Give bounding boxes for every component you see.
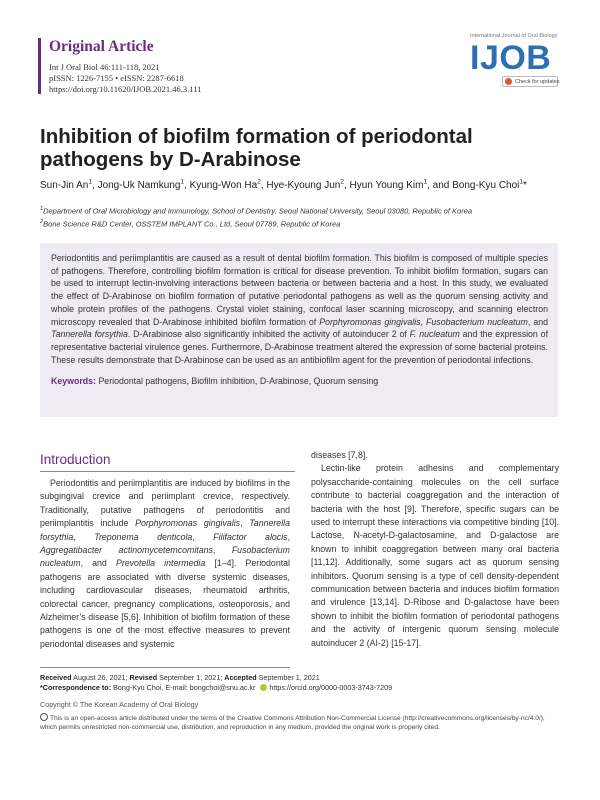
- doi-link[interactable]: https://doi.org/10.11620/IJOB.2021.46.3.111: [49, 84, 202, 94]
- author-list: [40, 179, 580, 191]
- author: Hyun Young Kim$^1$, and: [349, 179, 453, 192]
- accent-bar: [38, 38, 41, 94]
- journal-name: International Journal of Oral Biology: [470, 33, 558, 39]
- correspondence: *Correspondence to: Bong-Kyu Choi, E-mail: bongchoi@snu.ac.kr https://orcid.org/0000-0003-3743-7209: [40, 683, 393, 692]
- affiliations: [40, 204, 580, 230]
- copyright: Copyright © The Korean Academy of Oral Biology: [40, 700, 199, 709]
- right-column: [311, 449, 559, 650]
- abstract-text: Periodontitis and periimplantitis are caused as a result of dental biofilm formation. This biofilm is composed of multiple species of pathogens. Therefore, controlling biofilm formation is critical for disease prevention. To inhibit biofilm formation, sugars can be used to interrupt lectin-involving interactions between bacteria or between bacteria and a host. In this study, we evaluated the effect of D-Arabinose on biofilm formation of putative periodontal pathogens as well as the quorum sensing activity and whole protein profiles of the pathogens. Crystal violet staining, confocal laser scanning microscopy, and scanning electron microscopy revealed that D-Arabinose inhibited biofilm formation of Porphyromonas gingivalis, Fusobacterium nucleatum, and Tannerella forsythia. D-Arabinose also significantly inhibited the activity of autoinducer 2 of F. nucleatum and the expression of representative bacterial virulence genes. Furthermore, D-Arabinose treatment altered the expression of some bacterial proteins. These results demonstrate that D-Arabinose can be used as an antibiofilm agent for the prevention of periodontal infections.: [51, 253, 549, 365]
- orcid-link[interactable]: https://orcid.org/0000-0003-3743-7209: [269, 683, 393, 692]
- author: Kyung-Won Ha$^2$,: [189, 179, 267, 192]
- paragraph: Periodontitis and periimplantitis are induced by biofilms in the subgingival crevice and periimplant crevice, respectively. Traditionally, putative pathogens of periodontitis and periimplantitis include Porphyromonas gingivalis, Tannerella forsythia, Treponema denticola, Filifactor alocis, Aggregatibacter actinomycetemcomitans, Fusobacterium nucleatum, and Prevotella intermedia [1–4]. Periodontal pathogens are associated with diverse systemic diseases, including cardiovascular diseases, rheumatoid arthritis, colorectal cancer, pregnancy complications, osteoporosis, and Alzheimer’s disease [5,6]. Inhibition of biofilm formation of these pathogens is one of the most effective measures to prevent periodontal diseases and systemic: [40, 478, 291, 649]
- author: Bong-Kyu Choi$^1$*: [452, 179, 527, 192]
- author: Jong-Uk Namkung$^1$,: [97, 179, 190, 192]
- author: Hye-Kyoung Jun$^2$,: [266, 179, 350, 192]
- citation-meta: [49, 62, 201, 95]
- license: This is an open-access article distributed under the terms of the Creative Commons Attribution Non-Commercial License (http://creativecommons.org/licenses/by-nc/4.0/), which permits unrestricted non-commercial use, distribution, and reproduction in any medium, provided the original work is properly cited.: [40, 715, 545, 731]
- check-updates-icon: [505, 78, 512, 85]
- footer-rule: [40, 667, 290, 668]
- check-updates-button[interactable]: [502, 76, 558, 87]
- paragraph-continued: diseases [7,8].: [311, 450, 368, 460]
- cc-license-icon: [40, 713, 48, 721]
- affiliation: $^2$Bone Science R&D Center, OSSTEM IMPLANT Co., Ltd, Seoul 07789, Republic of Korea: [40, 219, 341, 229]
- abstract-box: [40, 243, 558, 417]
- journal-logo: IJOB: [470, 39, 552, 77]
- article-type: Original Article: [49, 38, 154, 55]
- issn: pISSN: 1226-7155 • eISSN: 2287-6618: [49, 73, 184, 83]
- check-updates-label: Check for updates: [515, 78, 560, 85]
- journal-logo-block: [470, 33, 570, 85]
- citation: Int J Oral Biol 46:111-118, 2021: [49, 62, 160, 72]
- orcid-icon: [260, 684, 267, 691]
- article-title: Inhibition of biofilm formation of periodontal pathogens by D-Arabinose: [40, 125, 473, 171]
- author: Sun-Jin An$^1$,: [40, 179, 98, 192]
- keywords-label: Keywords:: [51, 376, 96, 387]
- keywords: Keywords: Periodontal pathogens, Biofilm inhibition, D-Arabinose, Quorum sensing: [51, 376, 379, 387]
- section-rule: [40, 471, 295, 472]
- paragraph: Lectin-like protein adhesins and complementary polysaccharide-containing molecules on the cell surface contribute to bacterial coaggregation and the interaction of bacteria with the host [9]. Therefore, specific sugars can be used to interrupt these interactions via competitive binding [10]. Lactose, N-acetyl-D-galactosamine, and D-galactose are known to inhibit coaggregation between many oral bacteria [11,12]. Additionally, some sugars act as quorum sensing inhibitors. Quorum sensing is a type of cell density-dependent communication between bacteria and induces biofilm formation and virulence [13,14]. D-Ribose and D-galactose have been shown to inhibit the biofilm formation of periodontal pathogens and the activity of intergenic quorum sensing molecule autoinducer 2 (AI-2) [15-17].: [311, 463, 559, 648]
- affiliation: $^1$Department of Oral Microbiology and Immunology, School of Dentistry, Seoul National University, Seoul 03080, Republic of Korea: [40, 206, 473, 216]
- left-column: [40, 477, 290, 651]
- received-dates: Received August 26, 2021; Revised September 1, 2021; Accepted September 1, 2021: [40, 673, 320, 682]
- section-heading: Introduction: [40, 452, 111, 467]
